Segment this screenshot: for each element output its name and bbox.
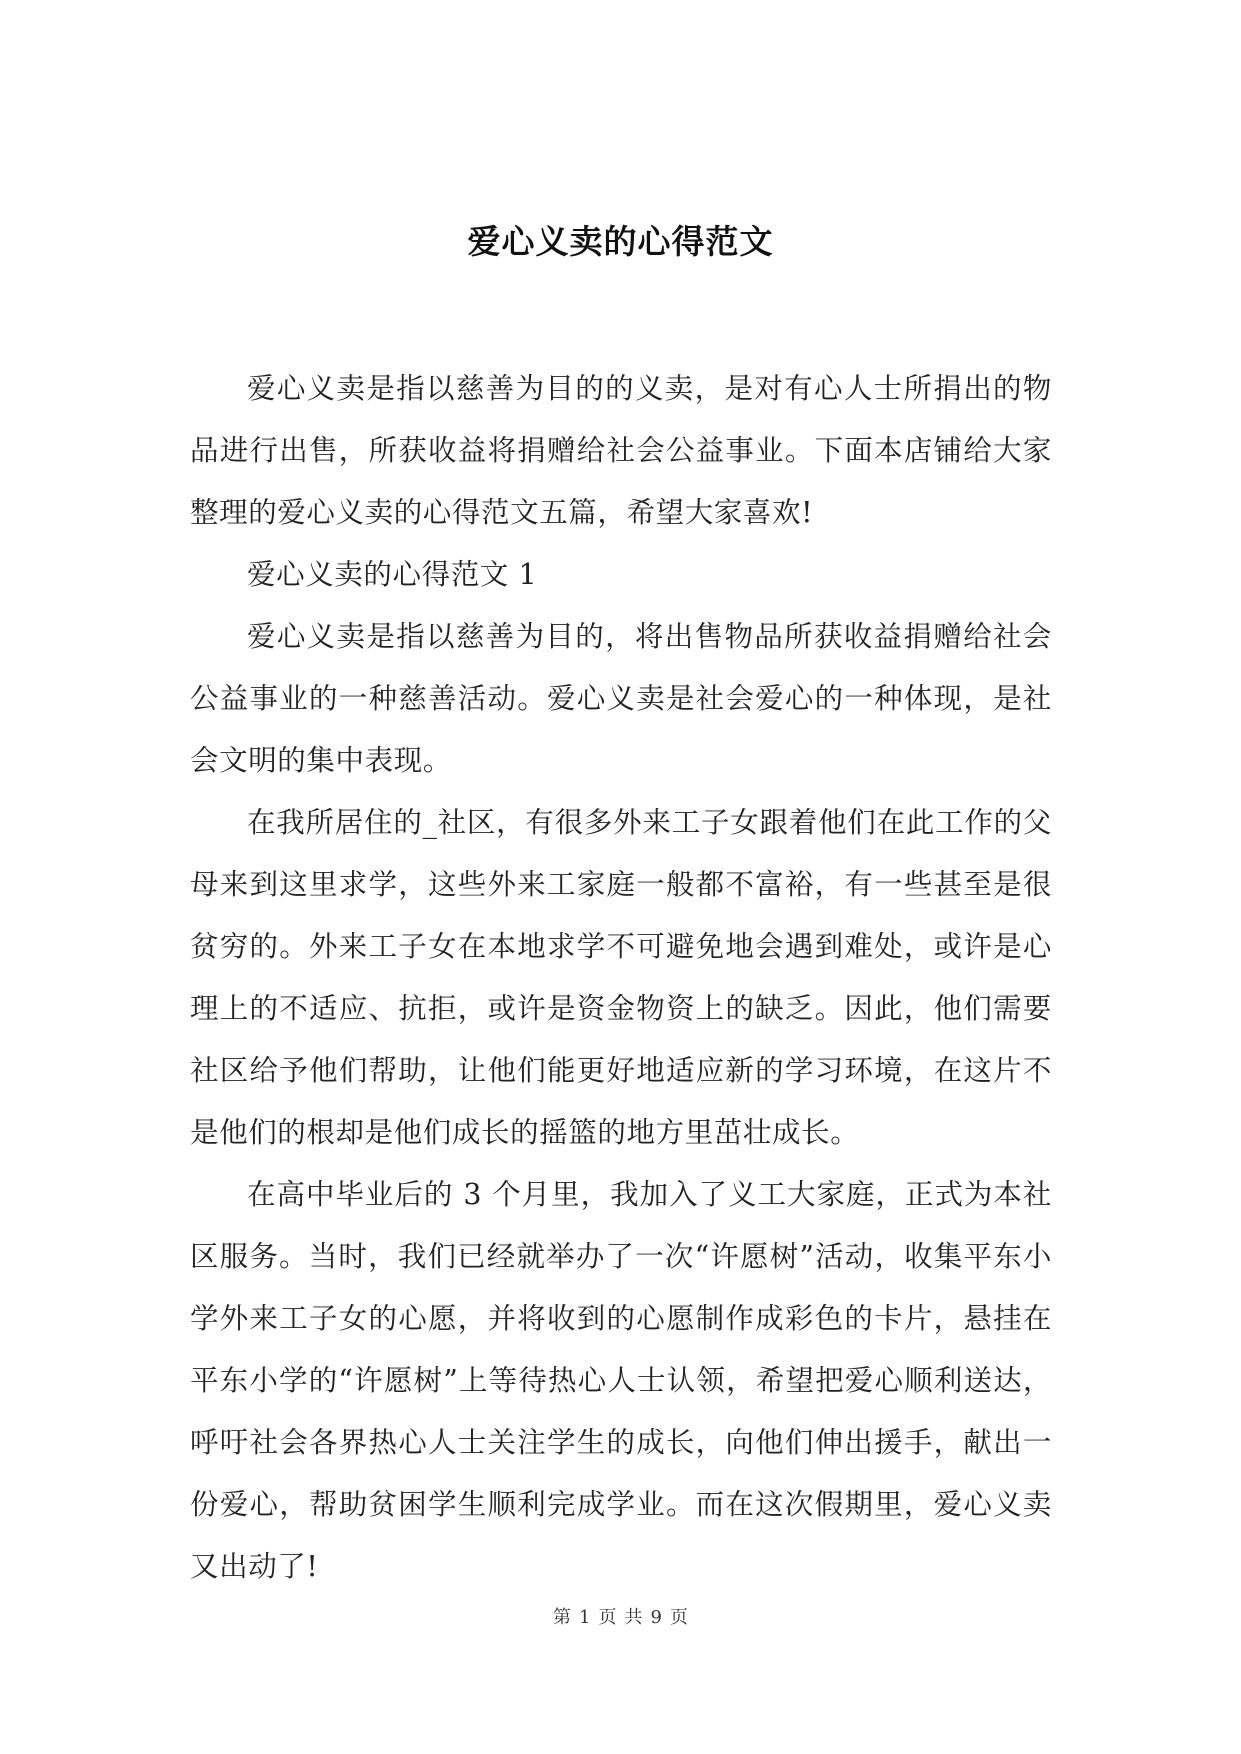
- document-title: 爱心义卖的心得范文: [467, 222, 774, 261]
- current-page-number: 1: [579, 1607, 591, 1628]
- footer-prefix: 第: [553, 1607, 572, 1628]
- paragraph: 在我所居住的_社区，有很多外来工子女跟着他们在此工作的父母来到这里求学，这些外来工家庭一般都不富裕，有一些甚至是很贫穷的。外来工子女在本地求学不可避免地会遇到难处，或许是心理上的不适应、抗拒，或许是资金物资上的缺乏。因此，他们需要社区给予他们帮助，让他们能更好地适应新的学习环境，在这片不是他们的根却是他们成长的摇篮的地方里茁壮成长。: [190, 806, 1052, 1149]
- total-pages-number: 9: [650, 1607, 662, 1628]
- page-footer: [0, 1606, 1241, 1630]
- footer-total-label: 共: [624, 1607, 643, 1628]
- paragraph: 在高中毕业后的 3 个月里，我加入了义工大家庭，正式为本社区服务。当时，我们已经就举办了一次“许愿树”活动，收集平东小学外来工子女的心愿，并将收到的心愿制作成彩色的卡片，悬挂在平东小学的“许愿树”上等待热心人士认领，希望把爱心顺利送达，呼吁社会各界热心人士关注学生的成长，向他们伸出援手，献出一份爱心，帮助贫困学生顺利完成学业。而在这次假期里，爱心义卖又出动了!: [190, 1178, 1052, 1583]
- paragraph-intro: 爱心义卖是指以慈善为目的的义卖，是对有心人士所捐出的物品进行出售，所获收益将捐赠给社会公益事业。下面本店铺给大家整理的爱心义卖的心得范文五篇，希望大家喜欢!: [190, 372, 1052, 529]
- footer-page-label: 页: [598, 1607, 617, 1628]
- section-heading: 爱心义卖的心得范文 1: [247, 558, 538, 591]
- document-body: [190, 358, 1052, 1598]
- footer-suffix: 页: [669, 1607, 688, 1628]
- paragraph: 爱心义卖是指以慈善为目的，将出售物品所获收益捐赠给社会公益事业的一种慈善活动。爱心义卖是社会爱心的一种体现，是社会文明的集中表现。: [190, 620, 1052, 777]
